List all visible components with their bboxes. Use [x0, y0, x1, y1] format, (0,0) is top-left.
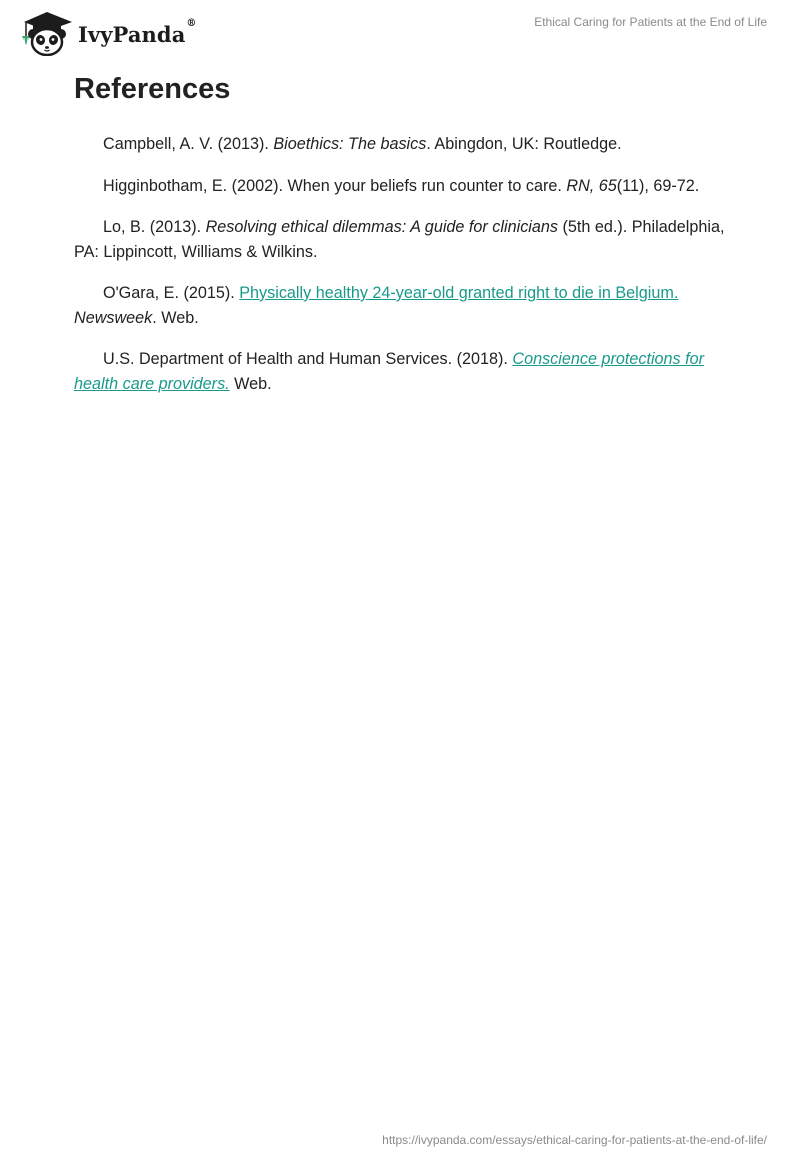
page-title: References: [74, 73, 231, 105]
reference-item: O'Gara, E. (2015). Physically healthy 24-year-old granted right to die in Belgium. Newsweek. Web.: [74, 284, 679, 327]
reference-link[interactable]: Physically healthy 24-year-old granted right to die in Belgium.: [239, 284, 679, 302]
book-title: Resolving ethical dilemmas: A guide for clinicians: [205, 218, 558, 236]
journal-title: RN, 65: [566, 176, 617, 195]
book-title: Bioethics: The basics: [273, 135, 427, 153]
panda-graduate-icon: [16, 8, 76, 56]
brand-name: IvyPanda®: [78, 17, 197, 47]
reference-list: [74, 132, 734, 413]
footer-source-url: https://ivypanda.com/essays/ethical-caring-for-patients-at-the-end-of-life/: [382, 1133, 767, 1147]
reference-item: U.S. Department of Health and Human Services. (2018). Conscience protections for health care providers. Web.: [74, 350, 705, 393]
registered-mark: ®: [186, 17, 197, 29]
reference-item: Higginbotham, E. (2002). When your beliefs run counter to care. RN, 65(11), 69-72.: [103, 176, 700, 195]
running-head-title: Ethical Caring for Patients at the End of Life: [534, 15, 767, 29]
reference-link[interactable]: Conscience protections for health care providers.: [74, 350, 705, 393]
reference-item: Lo, B. (2013). Resolving ethical dilemmas: A guide for clinicians (5th ed.). Philadelphia, PA: Lippincott, Williams & Wilkins.: [74, 218, 725, 261]
brand-logo[interactable]: [16, 8, 197, 56]
source-title: Newsweek: [74, 308, 153, 327]
reference-item: Campbell, A. V. (2013). Bioethics: The basics. Abingdon, UK: Routledge.: [103, 135, 622, 153]
